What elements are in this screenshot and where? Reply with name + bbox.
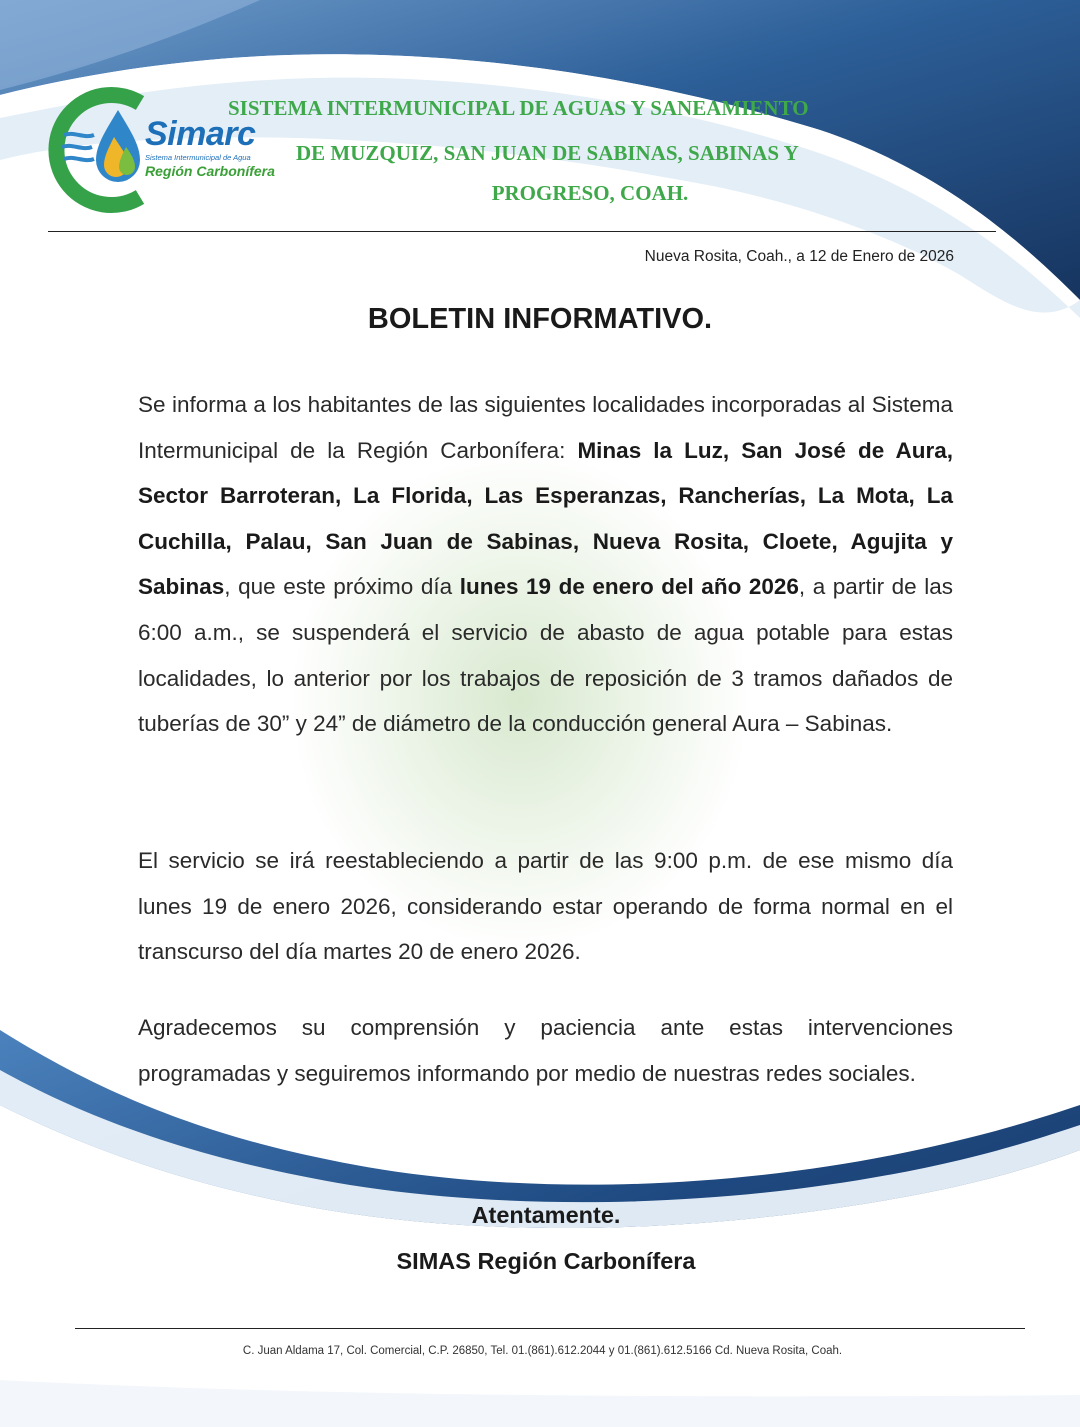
header-divider — [48, 231, 996, 232]
org-name-line-3: PROGRESO, COAH. — [491, 181, 689, 205]
body-paragraph-1 — [138, 382, 953, 747]
body-paragraph-3: Agradecemos su comprensión y paciencia ante estas intervenciones programadas y seguiremos informando por medio de nuestras redes sociales. — [138, 1015, 953, 1086]
org-name-line-1: SISTEMA INTERMUNICIPAL DE AGUAS Y SANEAMIENTO — [228, 96, 809, 120]
footer-divider — [75, 1328, 1025, 1329]
logo-emblem-icon — [40, 85, 155, 215]
logo-region: Región Carbonífera — [145, 163, 275, 179]
logo-subtitle: Sistema Intermunicipal de Agua — [145, 153, 251, 162]
suspension-date: lunes 19 de enero del año 2026 — [459, 574, 799, 600]
logo-name: Simarc — [145, 115, 256, 153]
closing-signature: SIMAS Región Carbonífera — [396, 1248, 696, 1274]
footer-address: C. Juan Aldama 17, Col. Comercial, C.P. 26850, Tel. 01.(861).612.2044 y 01.(861).612.5166 Cd. Nueva Rosita, Coah. — [242, 1345, 843, 1357]
paragraph-mid: , que este próximo día — [224, 574, 453, 600]
closing-salutation: Atentamente. — [471, 1202, 621, 1228]
body-paragraph-2: El servicio se irá reestableciendo a partir de las 9:00 p.m. de ese mismo día lunes 19 de enero 2026, considerando estar operando de forma normal en el transcurso del día martes 20 de enero 2026. — [138, 848, 953, 965]
document-date: Nueva Rosita, Coah., a 12 de Enero de 2026 — [644, 248, 954, 265]
paragraph-rest: , a partir de las 6:00 a.m., se suspenderá el servicio de abasto de agua potable para estas localidades, lo anterior por los trabajos de reposición de 3 tramos dañados de tuberías de 30” y 24” de diámetro de la conducción general Aura – Sabinas. — [138, 574, 953, 737]
localities-list: Minas la Luz, San José de Aura, Sector Barroteran, La Florida, Las Esperanzas, Rancherías, La Mota, La Cuchilla, Palau, San Juan de Sabinas, Nueva Rosita, Cloete, Agujita y Sabinas — [138, 437, 953, 600]
org-name-line-2: DE MUZQUIZ, SAN JUAN DE SABINAS, SABINAS Y — [296, 141, 799, 165]
paragraph-intro: Se informa a los habitantes de las siguientes localidades incorporadas al Sistema Intermunicipal de la Región Carbonífera: — [138, 392, 953, 463]
document-title: BOLETIN INFORMATIVO. — [367, 303, 713, 335]
